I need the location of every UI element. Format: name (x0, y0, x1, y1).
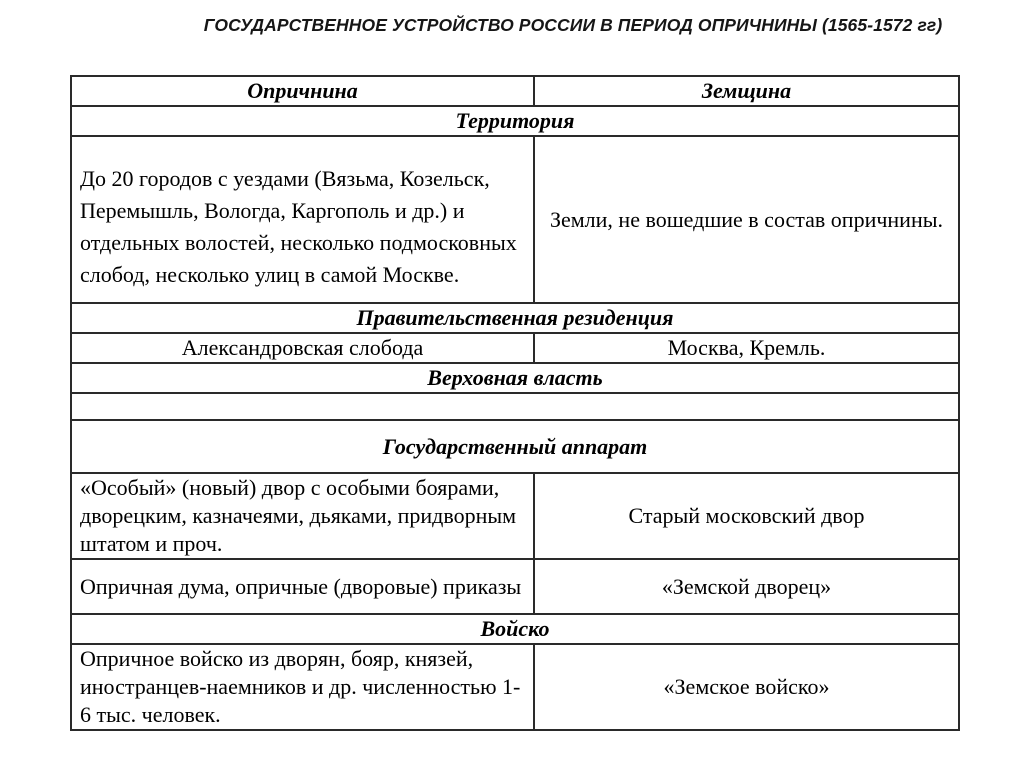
content-row-residence (71, 333, 959, 363)
content-row-territory (71, 136, 959, 303)
section-heading-state-apparatus: Государственный аппарат (71, 420, 959, 473)
cell-apparatus-duma-oprichnina: Опричная дума, опричные (дворовые) приказы (71, 559, 534, 614)
cell-territory-oprichnina: До 20 городов с уездами (Вязьма, Козельск, Перемышль, Вологда, Каргополь и др.) и отдельных волостей, несколько подмосковных слобод, несколько улиц в самой Москве. (71, 136, 534, 303)
empty-cell (71, 393, 959, 420)
section-row-territory (71, 106, 959, 136)
content-row-apparatus-court (71, 473, 959, 559)
column-header-zemshchina: Земщина (534, 76, 959, 106)
section-heading-residence: Правительственная резиденция (71, 303, 959, 333)
section-row-supreme-power (71, 363, 959, 393)
cell-army-oprichnina: Опричное войско из дворян, бояр, князей, иностранцев-наемников и др. численностью 1-6 тыс. человек. (71, 644, 534, 730)
empty-spacer-row (71, 393, 959, 420)
cell-residence-zemshchina: Москва, Кремль. (534, 333, 959, 363)
column-header-oprichnina: Опричнина (71, 76, 534, 106)
content-row-apparatus-duma (71, 559, 959, 614)
section-row-residence (71, 303, 959, 333)
section-row-state-apparatus (71, 420, 959, 473)
cell-territory-zemshchina: Земли, не вошедшие в состав опричнины. (534, 136, 959, 303)
cell-residence-oprichnina: Александровская слобода (71, 333, 534, 363)
content-row-army (71, 644, 959, 730)
cell-army-zemshchina: «Земское войско» (534, 644, 959, 730)
cell-apparatus-court-zemshchina: Старый московский двор (534, 473, 959, 559)
header-row (71, 76, 959, 106)
document-title: ГОСУДАРСТВЕННОЕ УСТРОЙСТВО РОССИИ В ПЕРИОД ОПРИЧНИНЫ (1565-1572 гг) (203, 15, 943, 35)
section-row-army (71, 614, 959, 644)
section-heading-supreme-power: Верховная власть (71, 363, 959, 393)
oprichnina-zemshchina-table (70, 75, 960, 731)
section-heading-army: Войско (71, 614, 959, 644)
cell-apparatus-duma-zemshchina: «Земской дворец» (534, 559, 959, 614)
section-heading-territory: Территория (71, 106, 959, 136)
cell-apparatus-court-oprichnina: «Особый» (новый) двор с особыми боярами, дворецким, казначеями, дьяками, придворным штатом и проч. (71, 473, 534, 559)
